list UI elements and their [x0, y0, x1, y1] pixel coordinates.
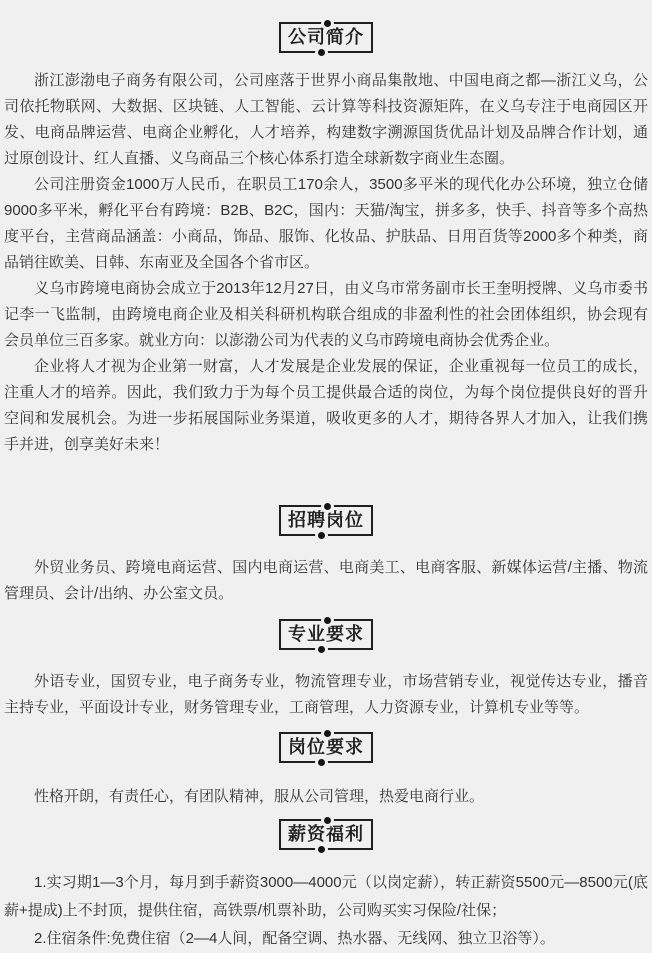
paragraph: 浙江澎渤电子商务有限公司，公司座落于世界小商品集散地、中国电商之都—浙江义乌，公司依托物联网、大数据、区块链、人工智能、云计算等科技资源矩阵，在义乌专注于电商园区开发、电商品牌运营、电商企业孵化，人才培养，构建数字溯源国货优品计划及品牌合作计划，通过原创设计、红人直播、义乌商品三个核心体系打造全球新数字商业生态圈。 [4, 72, 648, 167]
heading-top-dot-icon [324, 730, 331, 737]
section-title: 专业要求 [288, 624, 364, 644]
heading-bottom-dot-icon [318, 532, 325, 539]
paragraph: 外贸业务员、跨境电商运营、国内电商运营、电商美工、电商客服、新媒体运营/主播、物流管理员、会计/出纳、办公室文员。 [4, 559, 648, 602]
section-title: 岗位要求 [288, 737, 364, 757]
paragraph: 1.实习期1—3个月，每月到手薪资3000—4000元（以岗定薪），转正薪资5500元—8500元(底薪+提成)上不封顶，提供住宿，高铁票/机票补助，公司购买实习保险/社保； [4, 874, 648, 919]
section-title: 公司简介 [288, 27, 364, 47]
section-position-requirements [4, 732, 648, 810]
heading-box [279, 819, 373, 850]
section-heading-major-requirements [4, 619, 648, 650]
heading-box [279, 22, 373, 53]
section-heading-open-positions [4, 505, 648, 536]
paragraph: 企业将人才视为企业第一财富，人才发展是企业发展的保证，企业重视每一位员工的成长，注重人才的培养。因此，我们致力于为每个员工提供最合适的岗位，为每个岗位提供良好的晋升空间和发展机会。为进一步拓展国际业务渠道，吸收更多的人才，期待各界人才加入，让我们携手并进，创享美好未来！ [4, 358, 648, 453]
heading-bottom-dot-icon [318, 759, 325, 766]
section-title: 薪资福利 [288, 824, 364, 844]
paragraph: 公司注册资金1000万人民币，在职员工170余人，3500多平米的现代化办公环境，独立仓储9000多平米，孵化平台有跨境：B2B、B2C，国内：天猫/淘宝，拼多多，快手、抖音等多个高热度平台，主营商品涵盖：小商品，饰品、服饰、化妆品、护肤品、日用百货等2000多个种类，商品销往欧美、日韩、东南亚及全国各个省市区。 [4, 176, 648, 271]
paragraph: 义乌市跨境电商协会成立于2013年12月27日，由义乌市常务副市长王奎明授牌、义乌市委书记李一飞监制，由跨境电商企业及相关科研机构联合组成的非盈利性的社会团体组织，协会现有会员单位三百多家。就业方向：以澎渤公司为代表的义乌市跨境电商协会优秀企业。 [4, 280, 648, 349]
heading-top-dot-icon [324, 503, 331, 510]
heading-box [279, 619, 373, 650]
heading-bottom-dot-icon [318, 646, 325, 653]
heading-bottom-dot-icon [318, 49, 325, 56]
heading-bottom-dot-icon [318, 846, 325, 853]
section-heading-position-requirements [4, 732, 648, 763]
section-title: 招聘岗位 [288, 510, 364, 530]
paragraph: 2.住宿条件:免费住宿（2—4人间，配备空调、热水器、无线网、独立卫浴等）。 [34, 930, 555, 947]
section-major-requirements [4, 619, 648, 721]
paragraph: 性格开朗，有责任心，有团队精神，服从公司管理，热爱电商行业。 [34, 788, 485, 805]
paragraph: 外语专业，国贸专业，电子商务专业，物流管理专业，市场营销专业，视觉传达专业，播音主持专业，平面设计专业，财务管理专业，工商管理，人力资源专业，计算机专业等等。 [4, 673, 648, 716]
section-heading-salary-benefits [4, 819, 648, 850]
heading-top-dot-icon [324, 617, 331, 624]
section-open-positions [4, 505, 648, 607]
section-salary-benefits [4, 819, 648, 953]
section-company-intro [4, 22, 648, 458]
heading-box [279, 732, 373, 763]
section-heading-company-intro [4, 22, 648, 53]
heading-top-dot-icon [324, 20, 331, 27]
heading-top-dot-icon [324, 817, 331, 824]
heading-box [279, 505, 373, 536]
